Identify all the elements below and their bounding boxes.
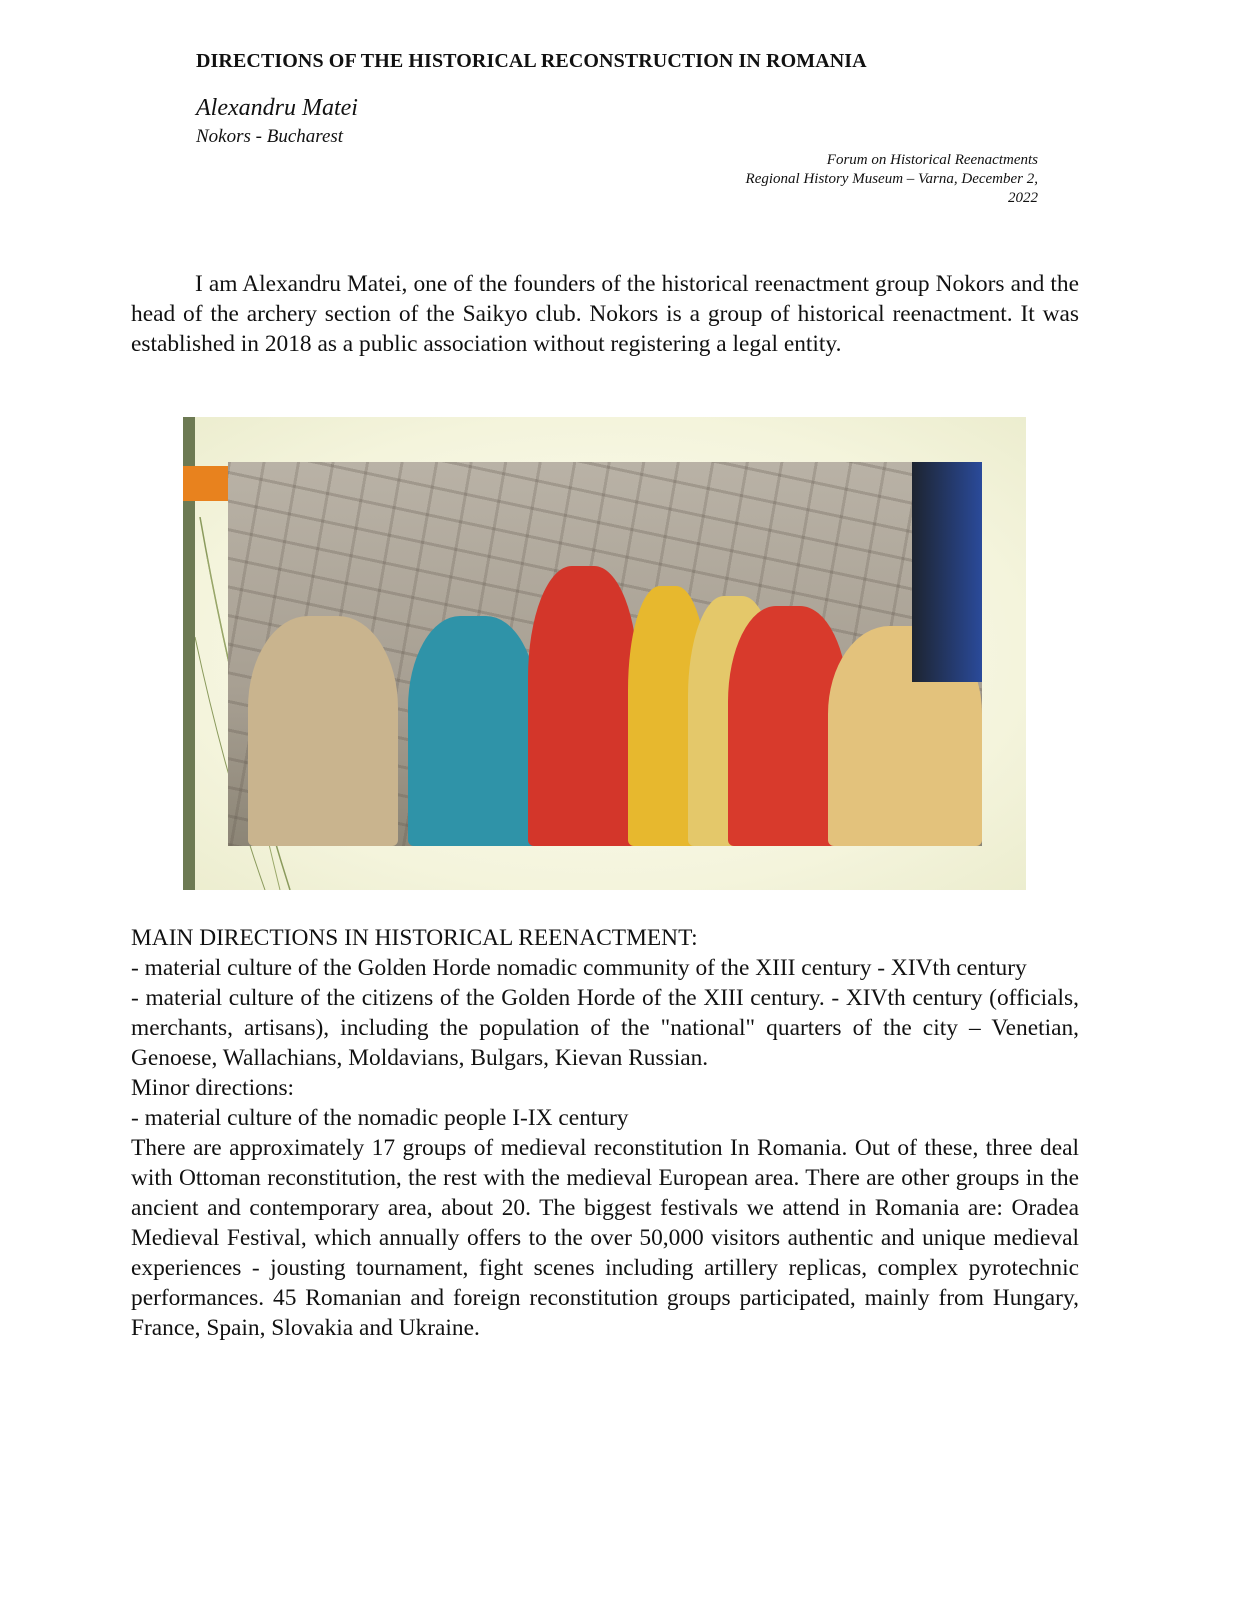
main-directions-section [131, 923, 1079, 1343]
author-name: Alexandru Matei [196, 95, 358, 121]
direction-item: - material culture of the citizens of the Golden Horde of the XIII century. - XIVth century (officials, merchants, artisans), including the population of the "national" quarters of the city – Venetian, Genoese, Wallachians, Moldavians, Bulgars, Kievan Russian. [131, 985, 1079, 1071]
direction-item: - material culture of the Golden Horde nomadic community of the XIII century - XIVth century [131, 955, 1027, 981]
event-line: Forum on Historical Reenactments [826, 152, 1038, 168]
document-title: DIRECTIONS OF THE HISTORICAL RECONSTRUCTION IN ROMANIA [196, 50, 867, 72]
body-paragraph: There are approximately 17 groups of medieval reconstitution In Romania. Out of these, three deal with Ottoman reconstitution, the rest with the medieval European area. There are other groups in the ancient and contemporary area, about 20. The biggest festivals we attend in Romania are: Oradea Medieval Festival, which annually offers to the over 50,000 visitors authentic and unique medieval experiences - jousting tournament, fight scenes including artillery replicas, complex pyrotechnic performances. 45 Romanian and foreign reconstitution groups participated, mainly from Hungary, France, Spain, Slovakia and Ukraine. [131, 1135, 1079, 1341]
event-line: 2022 [1008, 190, 1038, 206]
subheading: Minor directions: [131, 1075, 295, 1101]
photo-figure [408, 616, 538, 846]
photo-flag [912, 462, 982, 682]
photo-frame [183, 417, 1026, 890]
photo-figure [248, 616, 398, 846]
event-info [678, 151, 1038, 208]
author-affiliation: Nokors - Bucharest [196, 126, 344, 147]
photo-figure [528, 566, 638, 846]
frame-orange-marker [183, 466, 228, 501]
direction-item: - material culture of the nomadic people I-IX century [131, 1105, 629, 1131]
intro-paragraph: I am Alexandru Matei, one of the founders of the historical reenactment group Nokors and the head of the archery section of the Saikyo club. Nokors is a group of historical reenactment. It was established in 2018 as a public association without registering a legal entity. [131, 271, 1079, 357]
group-photo [228, 462, 982, 846]
event-line: Regional History Museum – Varna, December 2, [745, 171, 1038, 187]
section-heading: MAIN DIRECTIONS IN HISTORICAL REENACTMENT: [131, 925, 698, 951]
